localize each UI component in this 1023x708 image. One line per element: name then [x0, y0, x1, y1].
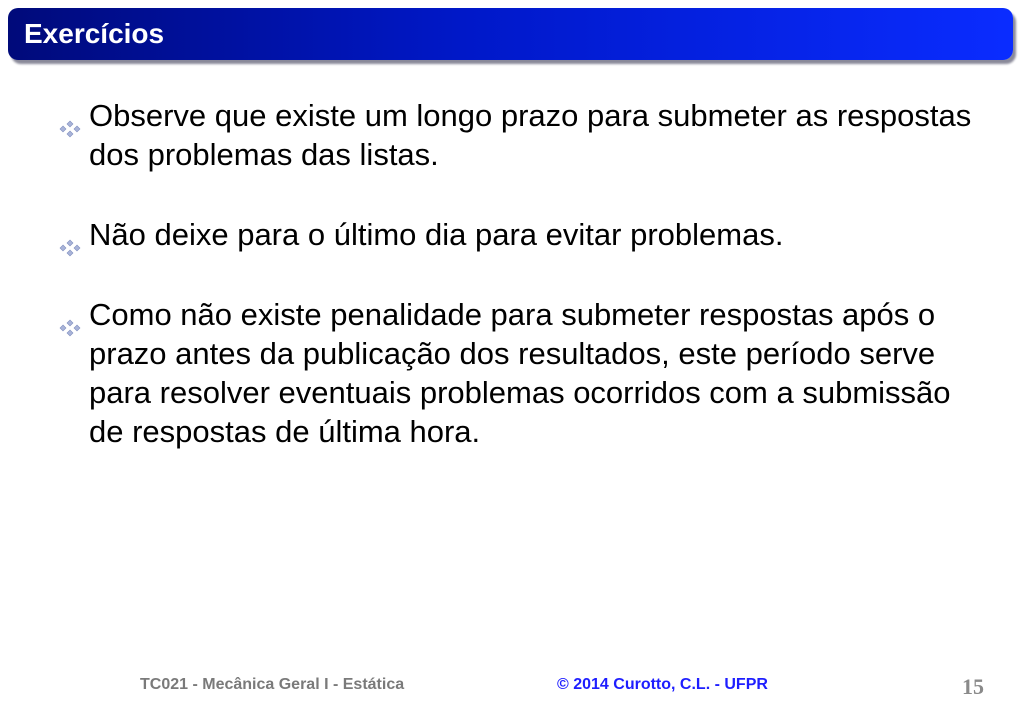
diamond-bullet-icon: [58, 227, 82, 245]
diamond-bullet-icon: [58, 108, 82, 126]
footer-course: TC021 - Mecânica Geral I - Estática: [140, 676, 405, 693]
bullet-item: [56, 215, 986, 254]
bullet-text: Não deixe para o último dia para evitar problemas.: [89, 217, 784, 252]
page-number: 15: [962, 674, 984, 699]
bullet-text: Observe que existe um longo prazo para submeter as respostas dos problemas das listas.: [89, 98, 972, 172]
bullet-item: [56, 295, 986, 451]
diamond-bullet-icon: [58, 307, 82, 325]
bullet-text: Como não existe penalidade para submeter respostas após o prazo antes da publicação dos resultados, este período serve para resolver eventuais problemas ocorridos com a submissão de respostas de última hora.: [89, 297, 951, 449]
title-bar: [8, 8, 1013, 60]
slide-title: Exercícios: [24, 18, 165, 49]
bullet-item: [56, 96, 986, 174]
footer-copyright: © 2014 Curotto, C.L. - UFPR: [557, 676, 768, 693]
bullet-list: [56, 96, 986, 451]
